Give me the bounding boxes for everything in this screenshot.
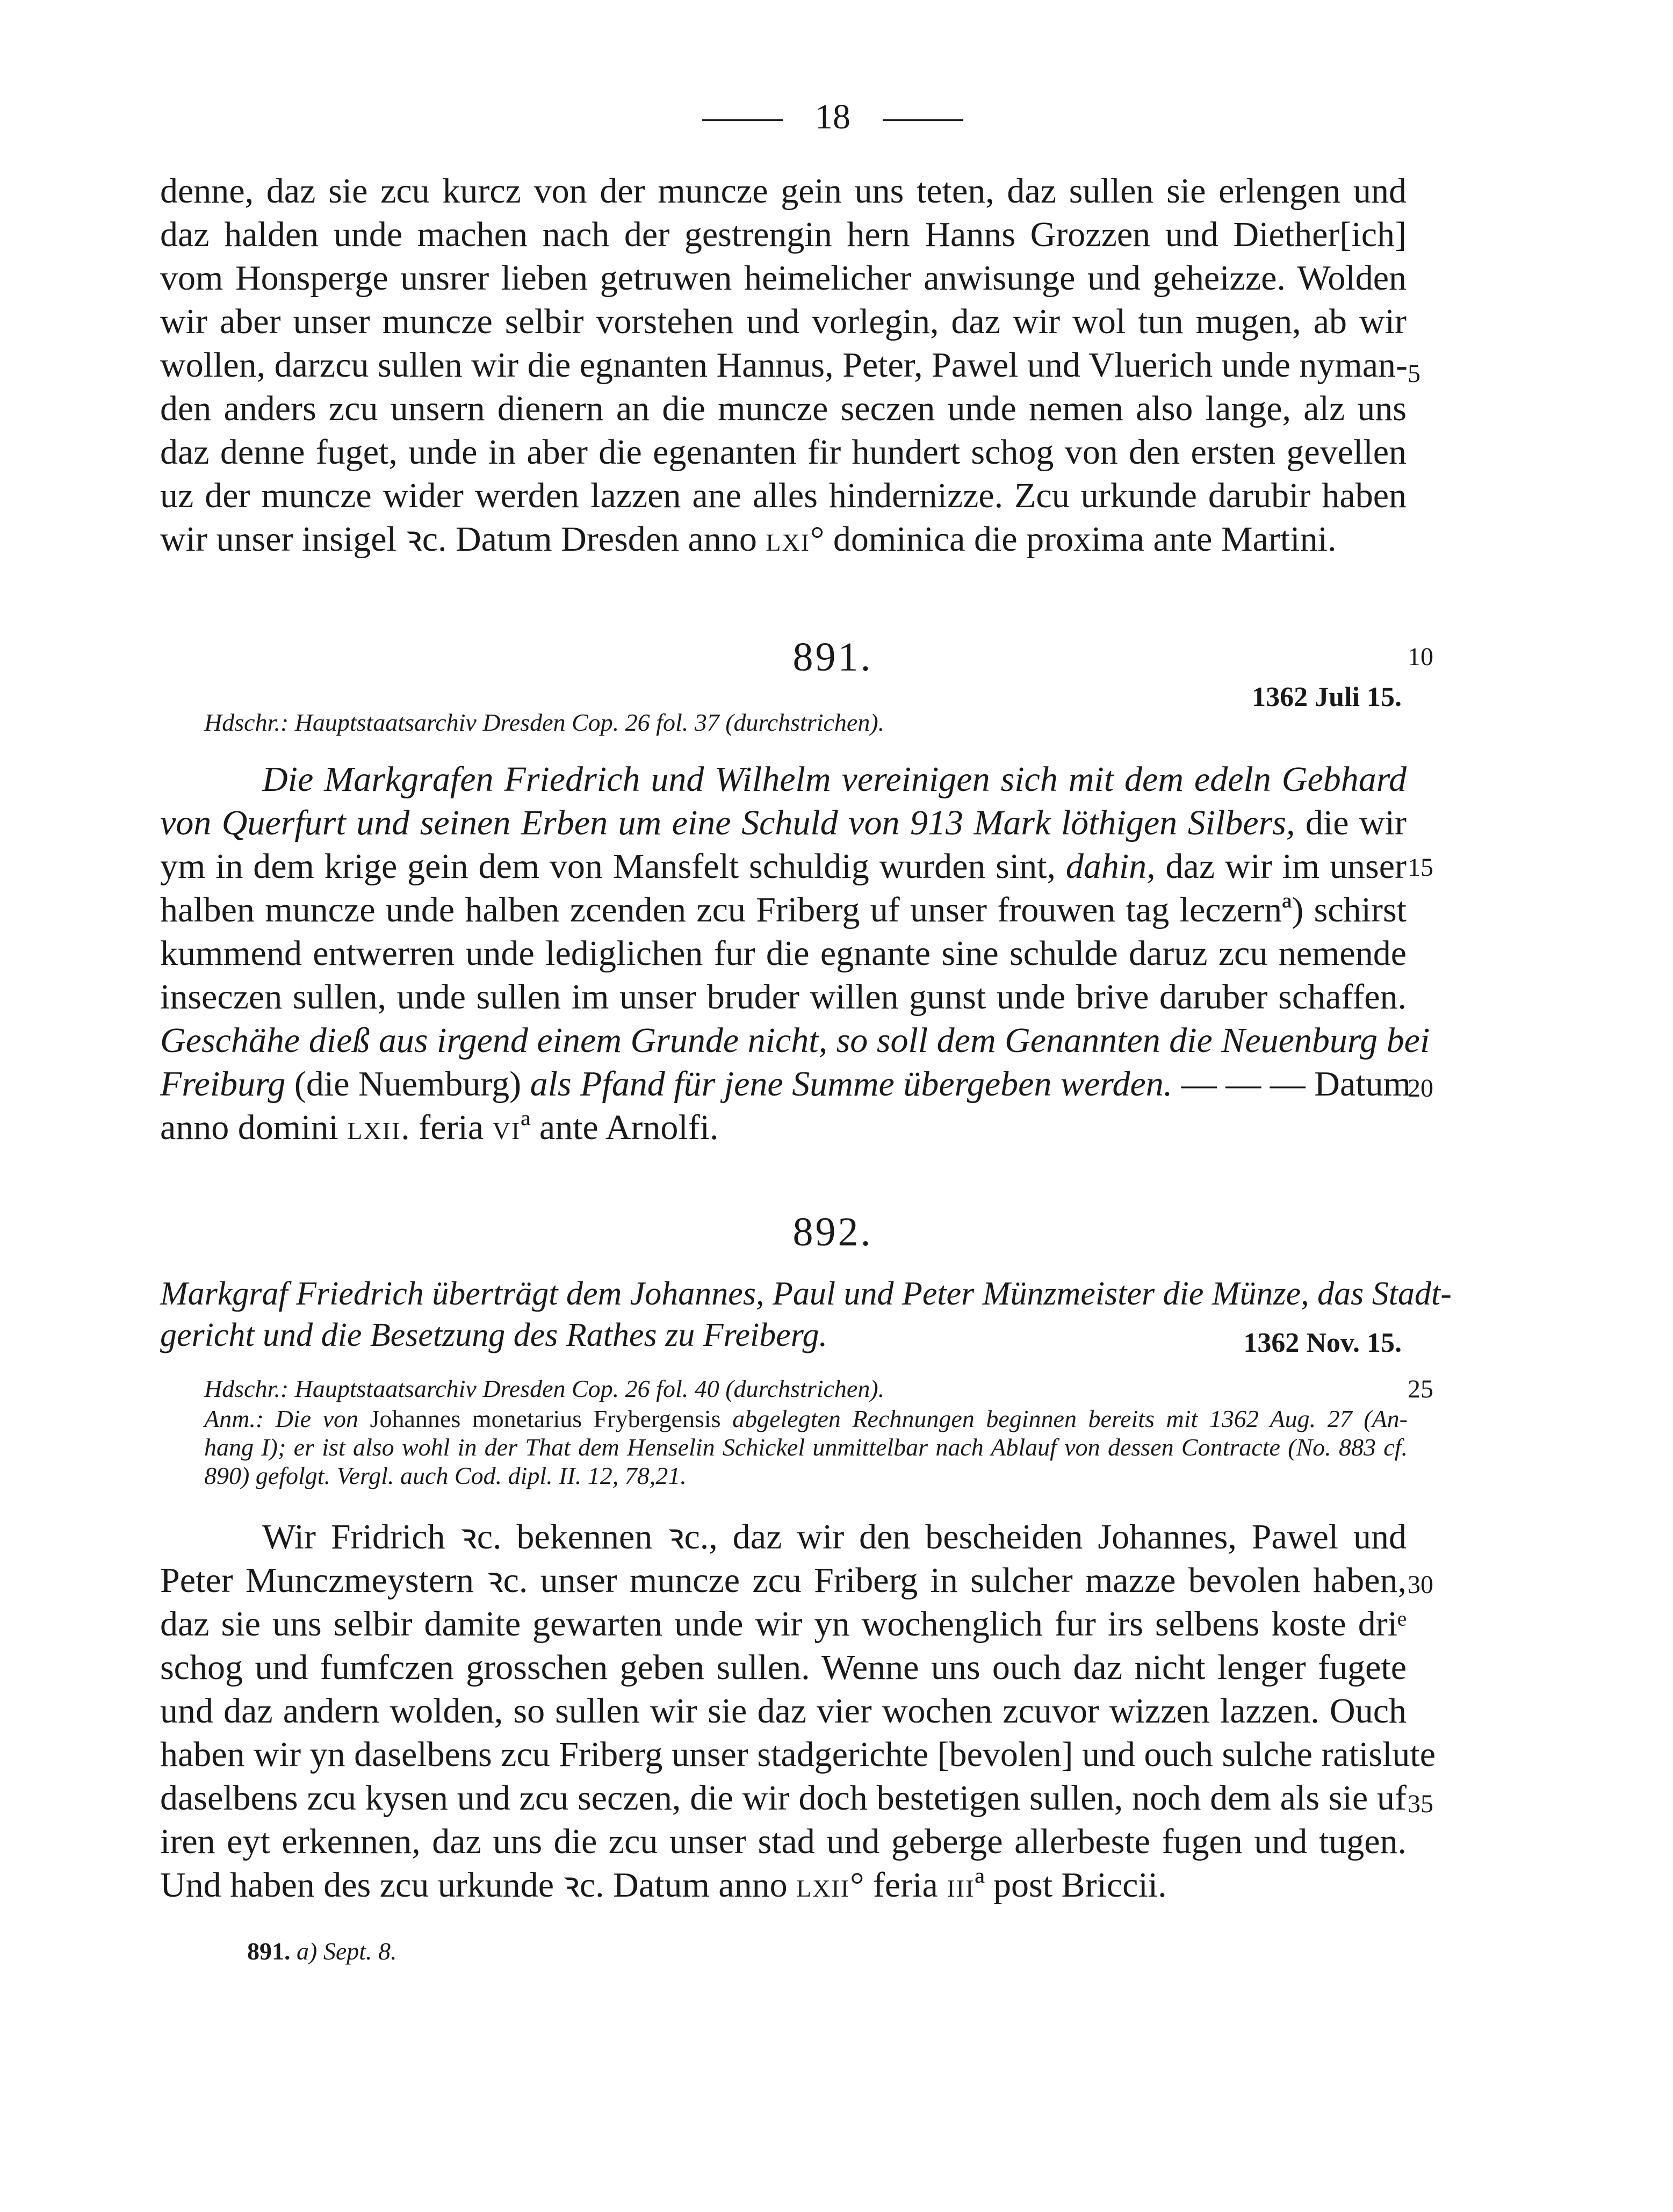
text-fragment: ª post Briccii.	[975, 1865, 1167, 1905]
text-line	[204, 1404, 1408, 1433]
text-fragment: Anm.: Die von	[204, 1405, 370, 1432]
text-line: und daz andern wolden, so sullen wir sie daz vier wochen zcuvor wizzen lazzen. Ouch	[160, 1691, 1407, 1731]
text-line: daz denne fuget, unde in aber die egenanten fir hundert schog von den ersten gevellen	[160, 433, 1407, 472]
text-line: Die Markgrafen Friedrich und Wilhelm vereinigen sich mit dem edeln Gebhard	[262, 760, 1407, 799]
continuation-text	[160, 169, 1407, 561]
text-line: Wir Fridrich ꝛc. bekennen ꝛc., daz wir den bescheiden Johannes, Pawel und	[262, 1517, 1407, 1557]
page-number-text: 18	[815, 97, 850, 136]
roman-numeral: lxii	[796, 1865, 850, 1905]
manuscript-source-892: Hdschr.: Hauptstaatsarchiv Dresden Cop. 26 fol. 40 (durchstrichen).	[204, 1375, 885, 1402]
roman-numeral: lxi	[766, 520, 810, 559]
roman-numeral: lxii	[347, 1108, 401, 1147]
text-fragment: ª ante Arnolfi.	[521, 1108, 719, 1147]
annotation-892	[204, 1404, 1408, 1490]
document-date-892: 1362 Nov. 15.	[1243, 1328, 1402, 1358]
text-line: denne, daz sie zcu kurcz von der muncze gein uns teten, daz sullen sie erlengen und	[160, 171, 1407, 211]
manuscript-source-891: Hdschr.: Hauptstaatsarchiv Dresden Cop. 26 fol. 37 (durchstrichen).	[204, 709, 885, 736]
text-line	[160, 1863, 1407, 1907]
folio-rule-right	[883, 119, 963, 121]
text-line	[160, 1062, 1411, 1106]
text-fragment: ym in dem krige gein dem von Mansfelt schuldig wurden sint,	[160, 847, 1066, 886]
document-date-891: 1362 Juli 15.	[1252, 682, 1402, 712]
line-number-30: 30	[1408, 1570, 1433, 1599]
text-line: inseczen sullen, unde sullen im unser bruder willen gunst unde brive daruber schaffen.	[160, 977, 1407, 1017]
text-line: wollen, darzcu sullen wir die egnanten Hannus, Peter, Pawel und Vluerich unde nyman-	[160, 345, 1408, 385]
text-fragment: . feria	[401, 1108, 493, 1147]
text-line	[160, 801, 1407, 845]
line-number-20: 20	[1408, 1074, 1433, 1103]
text-fragment: von Querfurt und seinen Erben um eine Schuld von 913 Mark löthigen Silbers,	[160, 803, 1295, 842]
text-line: hang I); er ist also wohl in der That dem Henselin Schickel unmittelbar nach Ablauf von dessen Contracte (No. 883 cf.	[204, 1433, 1408, 1461]
text-line: vom Honsperge unsrer lieben getruwen heimelicher anwisunge und geheizze. Wolden	[160, 258, 1407, 298]
text-line: kummend entwerren unde lediglichen fur die egnante sine schulde daruz zcu nemende	[160, 934, 1407, 973]
text-line	[160, 1106, 1407, 1149]
text-line: den anders zcu unsern dienern an die muncze seczen unde nemen also lange, alz uns	[160, 389, 1407, 428]
folio-rule-left	[702, 119, 783, 121]
text-line: 890) gefolgt. Vergl. auch Cod. dipl. II. 12, 78,21.	[204, 1462, 687, 1489]
text-fragment: Johannes monetarius Frybergensis	[370, 1405, 721, 1432]
line-number-10: 10	[1408, 643, 1433, 671]
text-line: wir aber unser muncze selbir vorstehen und vorlegin, daz wir wol tun mugen, ab wir	[160, 302, 1407, 341]
page-number	[645, 97, 1021, 138]
document-number-892: 892.	[792, 1209, 873, 1255]
text-line: schog und fumfczen grosschen geben sullen. Wenne uns ouch daz nicht lenger fugete	[160, 1648, 1407, 1687]
text-line: Peter Munczmeystern ꝛc. unser muncze zcu Friberg in sulcher mazze bevolen haben,	[160, 1561, 1407, 1600]
text-line: haben wir yn daselbens zcu Friberg unser stadgerichte [bevolen] und ouch sulche ratislute	[160, 1735, 1436, 1774]
line-number-5: 5	[1408, 359, 1420, 388]
text-line: daselbens zcu kysen und zcu seczen, die wir doch bestetigen sullen, noch dem als sie uf	[160, 1778, 1407, 1818]
text-fragment: daz wir im unser	[1155, 847, 1407, 886]
text-line: halben muncze unde halben zcenden zcu Friberg uf unser frouwen tag leczernª) schirst	[160, 890, 1407, 930]
text-line: uz der muncze wider werden lazzen ane alles hindernizze. Zcu urkunde darubir haben	[160, 476, 1407, 515]
text-fragment: als Pfand für jene Summe übergeben werden.	[530, 1064, 1173, 1104]
footnote-text: a) Sept. 8.	[290, 1937, 397, 1965]
line-number-35: 35	[1408, 1790, 1433, 1818]
text-line: daz sie uns selbir damite gewarten unde wir yn wochenglich fur irs selbens koste driᵉ	[160, 1604, 1407, 1644]
text-fragment: anno domini	[160, 1108, 348, 1147]
text-line: gericht und die Besetzung des Rathes zu Freiberg.	[160, 1317, 828, 1353]
document-number-891: 891.	[792, 635, 873, 680]
text-line: iren eyt erkennen, daz uns die zcu unser stad und geberge allerbeste fugen und tugen.	[160, 1822, 1407, 1861]
text-fragment: Und haben des zcu urkunde ꝛc. Datum anno	[160, 1865, 797, 1905]
text-fragment: ° feria	[850, 1865, 947, 1905]
text-fragment: dahin,	[1065, 847, 1156, 886]
text-fragment: wir unser insigel ꝛc. Datum Dresden anno	[160, 520, 766, 559]
text-line: Markgraf Friedrich überträgt dem Johannes, Paul und Peter Münzmeister die Münze, das Stadt-	[160, 1276, 1452, 1312]
text-fragment: Freiburg	[160, 1064, 286, 1104]
footnote	[247, 1937, 397, 1965]
regest-892	[160, 1273, 1452, 1356]
roman-numeral: iii	[947, 1865, 975, 1905]
text-line: daz halden unde machen nach der gestrengin hern Hanns Grozzen und Diether[ich]	[160, 215, 1407, 254]
text-line	[160, 845, 1407, 888]
text-fragment: ° dominica die proxima ante Martini.	[810, 520, 1337, 559]
text-fragment: die wir	[1295, 803, 1407, 842]
roman-numeral: vi	[492, 1108, 521, 1147]
text-line: Geschähe dieß aus irgend einem Grunde nicht, so soll dem Genannten die Neuenburg bei	[160, 1021, 1430, 1060]
text-fragment: abgelegten Rechnungen beginnen bereits mit 1362 Aug. 27 (An-	[720, 1405, 1408, 1432]
line-number-15: 15	[1408, 853, 1433, 882]
text-fragment: (die Nuemburg)	[285, 1064, 530, 1104]
footnote-reference: 891.	[247, 1937, 291, 1965]
line-number-25: 25	[1408, 1375, 1433, 1403]
text-line	[160, 517, 1407, 561]
text-fragment: — — — Datum	[1172, 1064, 1411, 1104]
